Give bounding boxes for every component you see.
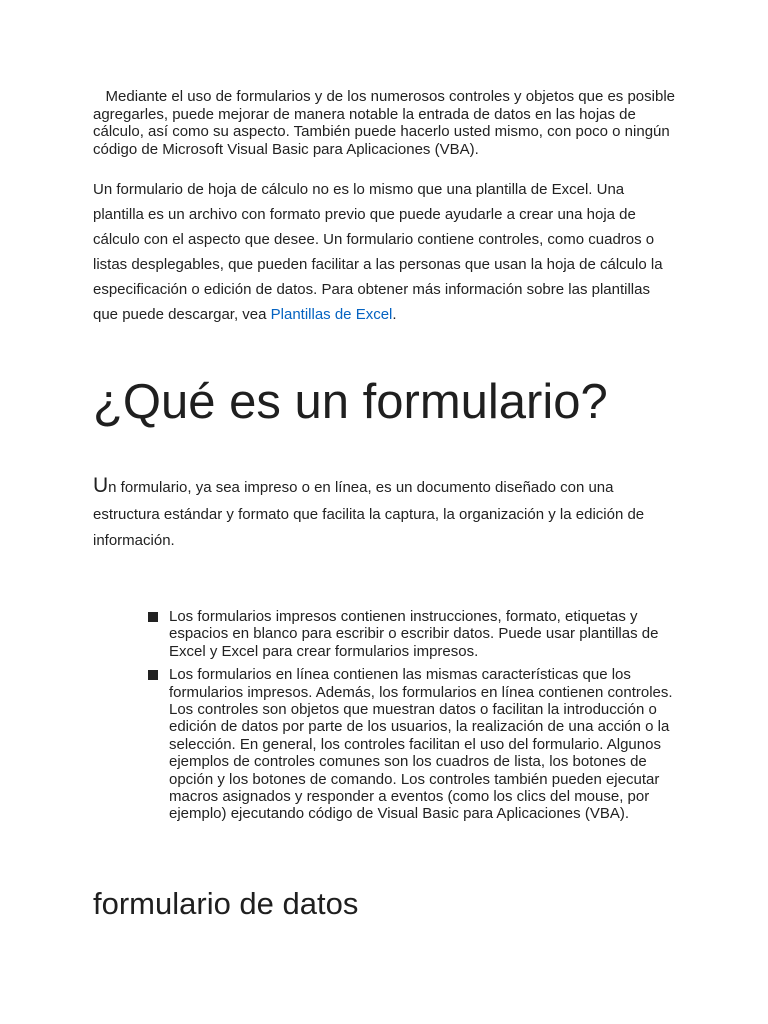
template-note-text: Un formulario de hoja de cálculo no es lo mismo que una plantilla de Excel. Una plantilla es un archivo con formato previo que puede ayudarle a crear una hoja de cálculo con el aspecto que desee. Un formulario contiene controles, como cuadros o listas desplegables, que pueden facilitar a las personas que usan la hoja de cálculo la especificación o edición de datos. Para obtener más información sobre las plantillas que puede descargar, vea	[93, 181, 663, 323]
list-item-text: Los formularios en línea contienen las mismas características que los formularios impresos. Además, los formularios en línea contienen controles. Los controles son objetos que muestran datos o facilitan la introducción o edición de datos por parte de los usuarios, la realización de una acción o la selección. En general, los controles facilitan el uso del formulario. Algunos ejemplos de controles comunes son los cuadros de lista, los botones de opción y los botones de comando. Los controles también pueden ejecutar macros asignados y responder a eventos (como los clics del mouse, por ejemplo) ejecutando código de Visual Basic para Aplicaciones (VBA).	[169, 666, 673, 823]
list-item	[148, 666, 678, 823]
list-item	[148, 608, 678, 660]
dropcap-letter: U	[93, 474, 109, 497]
section-heading-what-is-form: ¿Qué es un formulario?	[93, 375, 608, 429]
section-heading-data-form: formulario de datos	[93, 886, 359, 921]
form-definition-text: n formulario, ya sea impreso o en línea, es un documento diseñado con una estructura estándar y formato que facilita la captura, la organización y la edición de información.	[93, 479, 645, 549]
intro-paragraph: Mediante el uso de formularios y de los numerosos controles y objetos que es posible agregarles, puede mejorar de manera notable la entrada de datos en las hojas de cálculo, así como su aspecto. También puede hacerlo usted mismo, con poco o ningún código de Microsoft Visual Basic para Aplicaciones (VBA).	[93, 88, 680, 158]
template-note-period: .	[392, 306, 397, 323]
form-definition-paragraph	[93, 473, 678, 555]
template-note-paragraph	[93, 177, 678, 327]
excel-templates-link[interactable]: Plantillas de Excel	[270, 306, 393, 323]
square-bullet-icon	[148, 670, 158, 680]
square-bullet-icon	[148, 612, 158, 622]
form-types-list	[148, 608, 678, 829]
list-item-text: Los formularios impresos contienen instrucciones, formato, etiquetas y espacios en blanco para escribir o escribir datos. Puede usar plantillas de Excel y Excel para crear formularios impresos.	[169, 608, 659, 660]
